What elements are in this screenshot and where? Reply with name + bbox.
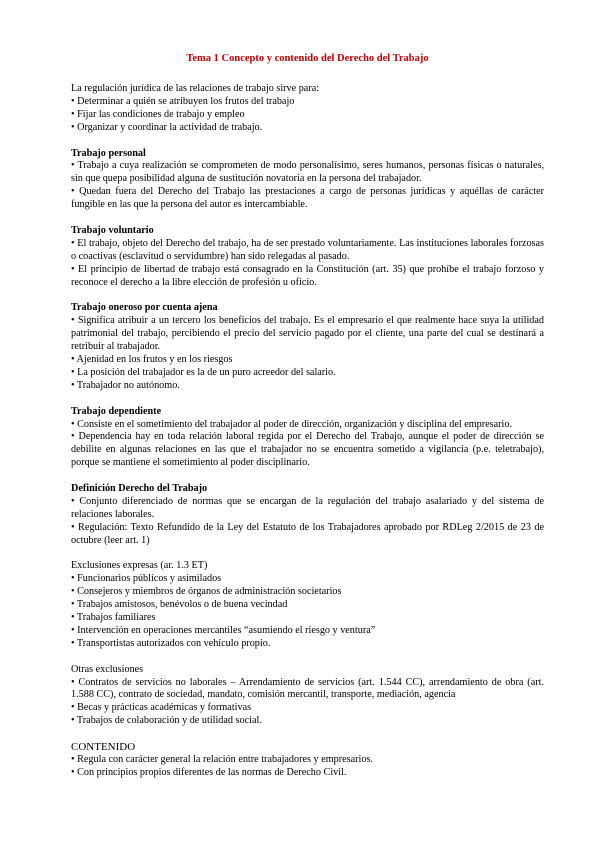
section-paragraph: • Significa atribuir a un tercero los beneficios del trabajo. Es el empresario el que realmente hace suya la utilidad patrimonial del trabajo, percibiendo el precio del servicio pagado por el cliente, una parte del cual se destinará a retribuir al trabajador. <box>71 315 544 353</box>
otras-exclusiones-item: • Becas y prácticas académicas y formativas <box>71 702 252 714</box>
section-paragraph: • La posición del trabajador es la de un puro acreedor del salario. <box>71 366 336 378</box>
section-paragraph: • Trabajador no autónomo. <box>71 379 180 391</box>
exclusion-item: • Transportistas autorizados con vehículo propio. <box>71 637 271 649</box>
document-title: Tema 1 Concepto y contenido del Derecho del Trabajo <box>186 53 429 64</box>
contenido-item: • Regula con carácter general la relación entre trabajadores y empresarios. <box>71 754 373 765</box>
exclusion-item: • Funcionarios públicos y asimilados <box>71 573 222 585</box>
intro-lead: La regulación jurídica de las relaciones de trabajo sirve para: <box>71 83 320 94</box>
otras-exclusiones-lead: Otras exclusiones <box>71 663 144 675</box>
section-heading-trabajo-oneroso: Trabajo oneroso por cuenta ajena <box>71 302 218 314</box>
section-paragraph: • Dependencia hay en toda relación laboral regida por el Derecho del Trabajo, aunque el poder de dirección se debilite en algunas relaciones en las que el trabajador no se encuentra sometido a vigilancia (p.e. teletrabajo), porque se mantiene el sometimiento al poder disciplinario. <box>71 431 544 469</box>
otras-exclusiones-item: • Contratos de servicios no laborales – Arrendamiento de servicios (art. 1.544 CC), arrendamiento de obra (art. 1.588 CC), contrato de sociedad, mandato, comisión mercantil, transporte, mediación, agencia <box>71 676 544 701</box>
section-paragraph: • Consiste en el sometimiento del trabajador al poder de dirección, organización y disciplina del empresario. <box>71 418 513 430</box>
section-paragraph: • El principio de libertad de trabajo está consagrado en la Constitución (art. 35) que prohíbe el trabajo forzoso y reconoce el derecho a la libre elección de profesión u oficio. <box>71 263 544 288</box>
section-heading-trabajo-dependiente: Trabajo dependiente <box>71 405 162 417</box>
section-paragraph: • Ajenidad en los frutos y en los riesgos <box>71 353 233 365</box>
intro-item: • Determinar a quién se atribuyen los frutos del trabajo <box>71 95 295 107</box>
document-page <box>71 52 544 780</box>
section-heading-definicion: Definición Derecho del Trabajo <box>71 483 208 495</box>
section-heading-trabajo-voluntario: Trabajo voluntario <box>71 224 154 236</box>
otras-exclusiones-item: • Trabajos de colaboración y de utilidad social. <box>71 715 262 727</box>
section-heading-trabajo-personal: Trabajo personal <box>71 147 146 159</box>
intro-item: • Fijar las condiciones de trabajo y empleo <box>71 108 245 120</box>
exclusion-item: • Consejeros y miembros de órganos de administración societarios <box>71 586 342 598</box>
exclusion-item: • Trabajos familiares <box>71 612 156 624</box>
contenido-heading: CONTENIDO <box>71 741 136 754</box>
section-paragraph: • El trabajo, objeto del Derecho del trabajo, ha de ser prestado voluntariamente. Las instituciones laborales forzosas o coactivas (esclavitud o servidumbre) han sido relegadas al pasado. <box>71 237 544 262</box>
contenido-item: • Con principios propios diferentes de las normas de Derecho Civil. <box>71 766 347 778</box>
section-paragraph: • Conjunto diferenciado de normas que se encargan de la regulación del trabajo asalariado y del sistema de relaciones laborales. <box>71 495 544 520</box>
section-paragraph: • Quedan fuera del Derecho del Trabajo las prestaciones a cargo de personas jurídicas y aquéllas de carácter fungible en las que la persona del autor es intercambiable. <box>71 186 544 211</box>
section-paragraph: • Trabajo a cuya realización se comprometen de modo personalísimo, seres humanos, personas físicas o naturales, sin que quepa posibilidad alguna de sustitución novatoria en la persona del trabajador. <box>71 160 544 185</box>
section-paragraph: • Regulación: Texto Refundido de la Ley del Estatuto de los Trabajadores aprobado por RDLeg 2/2015 de 23 de octubre (leer art. 1) <box>71 521 544 546</box>
exclusiones-expresas-lead: Exclusiones expresas (ar. 1.3 ET) <box>71 560 208 572</box>
exclusion-item: • Trabajos amistosos, benévolos o de buena vecindad <box>71 599 288 611</box>
intro-item: • Organizar y coordinar la actividad de trabajo. <box>71 121 263 133</box>
exclusion-item: • Intervención en operaciones mercantiles “asumiendo el riesgo y ventura” <box>71 624 376 636</box>
